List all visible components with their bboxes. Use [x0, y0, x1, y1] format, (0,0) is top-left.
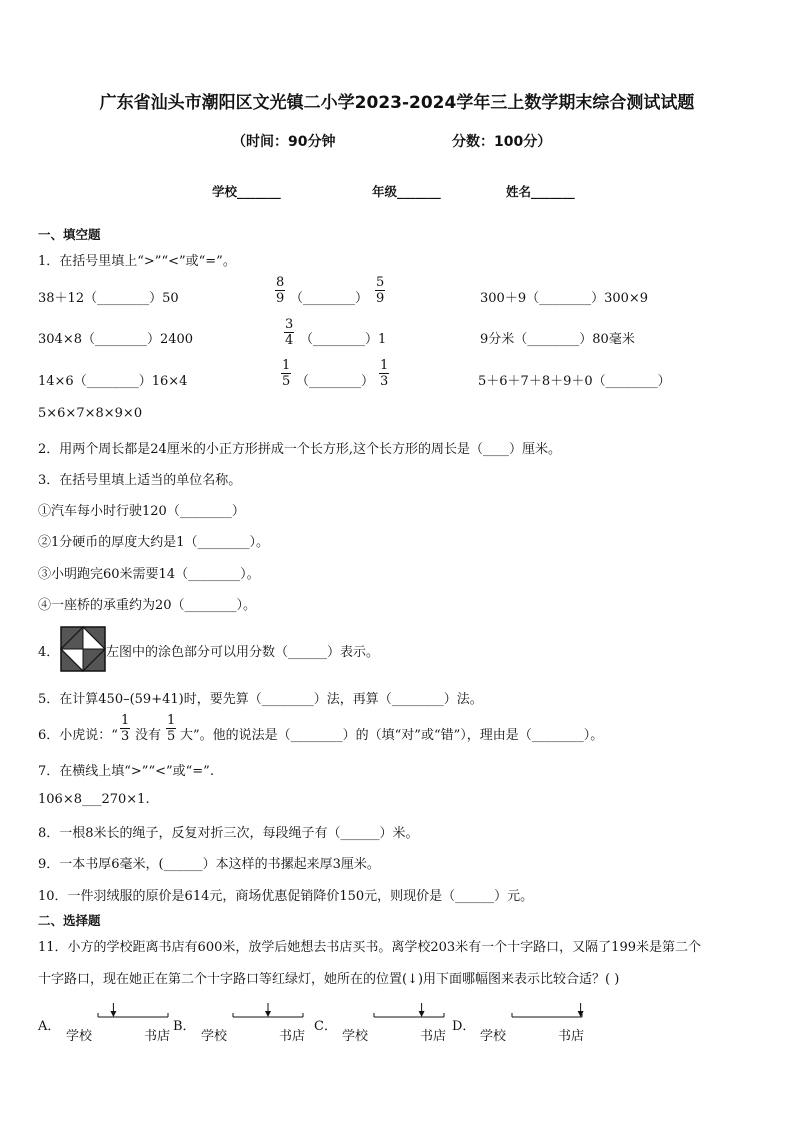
q1-item-r2c1: 304×8（________）2400	[38, 332, 194, 347]
fraction-8-9: $\frac{8}{9}$	[276, 275, 285, 306]
question-8: 8．一根8米长的绳子，反复对折三次，每段绳子有（______）米。	[38, 826, 419, 841]
question-7: 7．在横线上填“>”“<”或“=”.	[38, 764, 214, 779]
question-10: 10．一件羽绒服的原价是614元，商场优惠促销降价150元，则现价是（______）元。	[38, 889, 534, 904]
q1-item-r1c2: （________）	[290, 291, 369, 306]
road-diagram	[476, 1001, 586, 1023]
q1-item-r2c2: （________）1	[300, 332, 387, 347]
question-2: 2．用两个周长都是24厘米的小正方形拼成一个长方形,这个长方形的周长是（____）厘米。	[38, 442, 561, 457]
section-heading-fill: 一、填空题	[38, 227, 101, 242]
name-field[interactable]: 姓名_______	[506, 184, 575, 199]
question-4-number: 4．	[38, 645, 60, 660]
bookstore-label: 书店	[279, 1029, 306, 1044]
bookstore-label: 书店	[558, 1029, 585, 1044]
position-arrow-head	[110, 1011, 116, 1017]
question-5: 5．在计算450–(59+41)时，要先算（________）法，再算（________）法。	[38, 692, 483, 707]
fraction-1-5: $\frac{1}{5}$	[167, 713, 176, 744]
fraction-3-4: $\frac{3}{4}$	[285, 317, 294, 348]
option-c[interactable]	[314, 1005, 454, 1050]
bookstore-label: 书店	[144, 1029, 171, 1044]
exam-time: （时间：90分钟	[232, 134, 336, 150]
school-label: 学校	[480, 1029, 507, 1044]
question-3: 3．在括号里填上适当的单位名称。	[38, 473, 242, 488]
road-diagram	[62, 1001, 172, 1023]
exam-score: 分数：100分）	[452, 134, 552, 150]
fraction-5-9: $\frac{5}{9}$	[376, 275, 385, 306]
position-arrow-head	[265, 1011, 271, 1017]
fraction-1-3: $\frac{1}{3}$	[121, 713, 130, 744]
fraction-1-5: $\frac{1}{5}$	[282, 358, 291, 389]
q3-item-a: ①汽车每小时行驶120（________）	[38, 504, 245, 519]
option-a[interactable]	[38, 1005, 178, 1050]
q1-item-r3c1: 14×6（________）16×4	[38, 374, 188, 389]
question-7-expr: 106×8___270×1.	[38, 792, 150, 807]
road-diagram	[338, 1001, 448, 1023]
question-1: 1．在括号里填上“>”“<”或“=”。	[38, 254, 236, 269]
question-11-line2: 十字路口，现在她正在第二个十字路口等红绿灯，她所在的位置(↓)用下面哪幅图来表示比较合适？( )	[38, 972, 620, 987]
question-6-pre: 6．小虎说：“	[38, 728, 118, 743]
section-heading-choice: 二、选择题	[38, 913, 101, 928]
bookstore-label: 书店	[420, 1029, 447, 1044]
option-label: C．	[314, 1019, 337, 1034]
q1-item-r1c3: 300＋9（________）300×9	[480, 291, 649, 306]
q3-item-d: ④一座桥的承重约为20（________）。	[38, 598, 257, 613]
option-b[interactable]	[173, 1005, 313, 1050]
option-d[interactable]	[452, 1005, 592, 1050]
option-label: B．	[173, 1019, 196, 1034]
fraction-1-3: $\frac{1}{3}$	[380, 358, 389, 389]
q1-item-r3c2: （________）	[296, 374, 375, 389]
page-title: 广东省汕头市潮阳区文光镇二小学2023-2024学年三上数学期末综合测试试题	[99, 93, 695, 113]
q3-item-b: ②1分硬币的厚度大约是1（________）。	[38, 535, 270, 550]
q1-item-r2c3: 9分米（________）80毫米	[480, 332, 635, 347]
question-6-mid: 没有	[135, 728, 162, 743]
q3-item-c: ③小明跑完60米需要14（________）。	[38, 567, 260, 582]
school-label: 学校	[201, 1029, 228, 1044]
question-6-post: 大”。他的说法是（________）的（填“对”或“错”），理由是（________）。	[180, 728, 604, 743]
position-arrow-head	[578, 1011, 584, 1017]
school-label: 学校	[342, 1029, 369, 1044]
q1-item-r4c1: 5×6×7×8×9×0	[38, 406, 143, 421]
position-arrow-head	[419, 1011, 425, 1017]
q1-item-r3c3: 5＋6＋7＋8＋9＋0（________）	[478, 374, 671, 389]
question-9: 9．一本书厚6毫米，(______）本这样的书摞起来厚3厘米。	[38, 857, 380, 872]
question-4: 左图中的涂色部分可以用分数（______）表示。	[106, 645, 380, 660]
option-label: D．	[452, 1019, 476, 1034]
shaded-square-figure	[60, 626, 106, 672]
question-11-line1: 11．小方的学校距离书店有600米，放学后她想去书店买书。离学校203米有一个十字路口，又隔了199米是第二个	[38, 940, 701, 955]
grade-field[interactable]: 年级_______	[372, 184, 441, 199]
school-label: 学校	[66, 1029, 93, 1044]
q1-item-r1c1: 38＋12（________）50	[38, 291, 179, 306]
road-diagram	[197, 1001, 307, 1023]
school-field[interactable]: 学校_______	[212, 184, 281, 199]
option-label: A．	[38, 1019, 61, 1034]
